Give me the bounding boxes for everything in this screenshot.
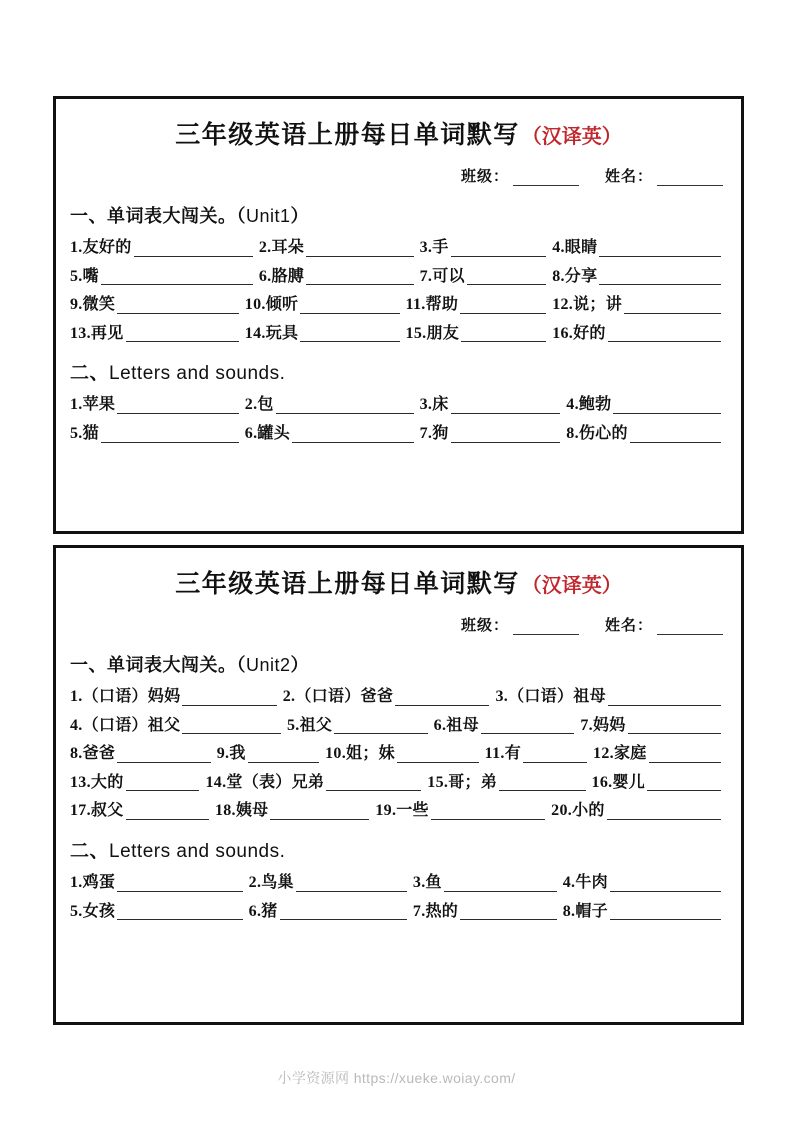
word-item[interactable]: [413, 903, 563, 921]
word-label: 8.: [566, 424, 579, 442]
word-item[interactable]: [259, 239, 420, 257]
section-one-heading-text: 一、单词表大闯关。（: [70, 655, 246, 675]
word-text: 哥；弟: [448, 773, 498, 791]
answer-blank[interactable]: [334, 718, 427, 734]
word-item[interactable]: [406, 296, 553, 314]
answer-blank[interactable]: [126, 804, 209, 820]
word-row: [70, 903, 727, 921]
word-item[interactable]: [580, 717, 727, 735]
worksheet-card-unit2: [53, 545, 744, 1025]
word-label: 12.: [552, 296, 574, 314]
page-title-annotation: （汉译英）: [521, 575, 622, 597]
word-label: 1.: [70, 688, 83, 705]
word-text: 可以: [432, 267, 465, 285]
word-label: 2.: [258, 239, 272, 256]
word-item[interactable]: [413, 874, 563, 892]
word-label: 16.: [552, 324, 574, 342]
word-text: 朋友: [426, 324, 460, 342]
word-label: 3.: [412, 873, 426, 891]
section-one-heading: [70, 651, 727, 677]
word-item[interactable]: [434, 717, 581, 735]
word-text: 堂（表）兄弟: [226, 773, 325, 791]
word-label: 5.: [70, 267, 83, 285]
answer-blank[interactable]: [326, 775, 421, 791]
word-label: 13.: [70, 773, 91, 791]
word-label: 12.: [593, 745, 614, 763]
section-one-heading-close: ）: [290, 206, 310, 226]
word-label: 5.: [70, 902, 83, 920]
word-label: 10.: [244, 296, 266, 314]
word-item[interactable]: [245, 396, 420, 414]
answer-blank[interactable]: [467, 269, 546, 285]
word-text: 妈妈: [592, 716, 626, 734]
answer-blank[interactable]: [649, 747, 721, 763]
word-label: 2.: [282, 688, 296, 705]
answer-blank[interactable]: [117, 747, 211, 763]
section-two-heading: [70, 358, 727, 385]
word-text: 牛肉: [575, 873, 608, 891]
word-label: 11.: [484, 745, 505, 763]
word-label: 15.: [427, 773, 449, 791]
word-item[interactable]: [552, 296, 727, 314]
word-label: 2.: [248, 873, 262, 891]
worksheet-card-unit1: [53, 96, 744, 534]
word-text: 眼睛: [564, 239, 598, 256]
answer-blank[interactable]: [270, 804, 369, 820]
section-one-heading: [70, 202, 727, 228]
word-text: 床: [432, 396, 449, 414]
word-row: [70, 717, 727, 735]
word-text: 罐头: [257, 424, 291, 442]
word-text: 帮助: [425, 296, 459, 314]
answer-blank[interactable]: [306, 269, 414, 285]
class-field[interactable]: [461, 614, 579, 635]
word-text: 我: [229, 745, 246, 763]
word-text: 友好的: [82, 239, 132, 256]
word-row: [70, 296, 727, 314]
section-two-prefix: 二、: [70, 840, 110, 862]
word-text: 家庭: [613, 745, 647, 763]
word-item[interactable]: [552, 268, 727, 286]
section-two-heading: [70, 836, 727, 863]
word-row: [70, 396, 727, 414]
word-item[interactable]: [325, 745, 485, 763]
word-item[interactable]: [375, 802, 551, 820]
answer-blank[interactable]: [647, 775, 721, 791]
answer-blank[interactable]: [280, 904, 407, 920]
word-text: （口语）祖母: [508, 688, 606, 705]
word-row: [70, 802, 727, 820]
name-blank[interactable]: [657, 171, 723, 186]
answer-blank[interactable]: [126, 326, 239, 342]
class-blank[interactable]: [513, 171, 579, 186]
word-text: 姨母: [235, 802, 269, 820]
student-meta-row: [70, 614, 727, 635]
word-item[interactable]: [70, 268, 259, 286]
word-item[interactable]: [566, 425, 727, 443]
word-label: 8.: [70, 745, 83, 763]
word-label: 10.: [325, 745, 347, 763]
word-item[interactable]: [70, 296, 245, 314]
word-label: 5.: [287, 716, 300, 734]
word-item[interactable]: [592, 774, 727, 792]
word-text: 好的: [573, 324, 606, 342]
answer-blank[interactable]: [117, 876, 242, 892]
class-field[interactable]: [461, 165, 579, 186]
name-blank[interactable]: [657, 620, 723, 635]
word-label: 7.: [419, 424, 433, 442]
section-two-heading-text: Letters and sounds.: [109, 840, 286, 862]
answer-blank[interactable]: [460, 904, 557, 920]
answer-blank[interactable]: [451, 427, 561, 443]
word-row: [70, 425, 727, 443]
word-label: 7.: [412, 902, 426, 920]
word-label: 13.: [70, 324, 91, 342]
word-item[interactable]: [70, 774, 205, 792]
word-label: 7.: [419, 267, 433, 285]
answer-blank[interactable]: [460, 298, 546, 314]
word-item[interactable]: [70, 802, 215, 820]
word-item[interactable]: [70, 688, 283, 706]
word-row: [70, 688, 727, 706]
answer-blank[interactable]: [613, 398, 721, 414]
word-item[interactable]: [70, 874, 249, 892]
answer-blank[interactable]: [599, 269, 721, 285]
answer-blank[interactable]: [134, 241, 253, 257]
answer-blank[interactable]: [624, 298, 721, 314]
word-row: [70, 745, 727, 763]
answer-blank[interactable]: [117, 904, 242, 920]
word-label: 20.: [551, 802, 573, 820]
name-field[interactable]: [605, 165, 723, 186]
answer-blank[interactable]: [182, 718, 281, 734]
section-two-heading-text: Letters and sounds.: [109, 363, 286, 385]
word-item[interactable]: [420, 239, 553, 257]
section-two-prefix: 二、: [70, 363, 110, 385]
word-text: 姐；妹: [346, 745, 395, 763]
word-text: 说；讲: [573, 296, 623, 314]
answer-blank[interactable]: [610, 904, 721, 920]
word-text: 嘴: [82, 267, 99, 285]
name-label: 姓名：: [604, 618, 653, 634]
word-item[interactable]: [245, 296, 406, 314]
word-label: 4.: [552, 239, 565, 256]
word-text: 鱼: [425, 873, 442, 891]
word-text: 鸟巢: [261, 873, 294, 891]
word-text: 耳朵: [271, 239, 305, 256]
word-row: [70, 239, 727, 257]
word-item[interactable]: [70, 425, 245, 443]
answer-blank[interactable]: [117, 398, 239, 414]
page-title: 三年级英语上册每日单词默写: [175, 571, 520, 598]
word-text: 微笑: [82, 296, 116, 314]
word-text: 苹果: [82, 396, 116, 414]
answer-blank[interactable]: [101, 269, 253, 285]
word-item[interactable]: [563, 874, 727, 892]
word-text: 有: [504, 745, 522, 763]
word-item[interactable]: [420, 425, 567, 443]
answer-blank[interactable]: [451, 398, 561, 414]
word-label: 18.: [214, 802, 236, 820]
word-item[interactable]: [245, 325, 406, 343]
word-item[interactable]: [495, 688, 727, 706]
word-item[interactable]: [552, 325, 727, 343]
word-text: 大的: [90, 773, 124, 791]
word-label: 9.: [70, 296, 83, 314]
word-label: 3.: [495, 688, 509, 705]
word-label: 2.: [244, 396, 258, 414]
word-text: 热的: [425, 902, 459, 920]
word-label: 15.: [405, 324, 427, 342]
page-title-annotation: （汉译英）: [521, 126, 622, 148]
word-label: 4.: [562, 873, 576, 891]
word-item[interactable]: [427, 774, 591, 792]
word-label: 3.: [419, 396, 433, 414]
word-item[interactable]: [485, 745, 593, 763]
word-item[interactable]: [283, 688, 496, 706]
word-text: 手: [432, 239, 449, 256]
answer-blank[interactable]: [300, 298, 399, 314]
word-item[interactable]: [259, 268, 420, 286]
word-item[interactable]: [70, 325, 245, 343]
answer-blank[interactable]: [608, 690, 721, 706]
word-text: 婴儿: [612, 773, 646, 791]
word-item[interactable]: [70, 903, 249, 921]
word-text: （口语）爸爸: [295, 688, 394, 705]
word-text: 祖母: [446, 716, 479, 734]
answer-blank[interactable]: [461, 326, 546, 342]
word-label: 8.: [552, 267, 565, 285]
answer-blank[interactable]: [610, 876, 721, 892]
answer-blank[interactable]: [444, 876, 557, 892]
answer-blank[interactable]: [306, 241, 414, 257]
word-text: 鲍勃: [578, 396, 612, 414]
answer-blank[interactable]: [395, 690, 489, 706]
footer-watermark: 小学资源网 https://xueke.woiay.com/: [277, 1070, 516, 1086]
answer-blank[interactable]: [248, 747, 319, 763]
section-one-unit: Unit2: [246, 655, 291, 675]
word-label: 8.: [562, 902, 576, 920]
name-field[interactable]: [605, 614, 723, 635]
word-text: （口语）祖父: [82, 716, 181, 734]
word-text: 猪: [261, 902, 278, 920]
word-label: 1.: [70, 396, 83, 414]
answer-blank[interactable]: [126, 775, 200, 791]
card-title-row: [70, 558, 727, 600]
word-text: 分享: [564, 267, 598, 285]
word-item[interactable]: [566, 396, 727, 414]
word-label: 1.: [70, 239, 83, 256]
answer-blank[interactable]: [630, 427, 721, 443]
answer-blank[interactable]: [607, 804, 721, 820]
word-text: 玩具: [265, 324, 299, 342]
section-one-unit: Unit1: [246, 206, 291, 226]
word-row: [70, 325, 727, 343]
answer-blank[interactable]: [296, 876, 407, 892]
word-label: 6.: [433, 716, 447, 734]
word-label: 4.: [70, 716, 83, 734]
word-label: 11.: [405, 296, 426, 314]
answer-blank[interactable]: [397, 747, 479, 763]
word-item[interactable]: [215, 802, 375, 820]
answer-blank[interactable]: [481, 718, 574, 734]
class-label: 班级：: [460, 169, 509, 185]
answer-blank[interactable]: [431, 804, 545, 820]
word-text: 帽子: [575, 902, 608, 920]
word-text: 小的: [572, 802, 605, 820]
card-title-row: [70, 109, 727, 151]
word-label: 5.: [70, 424, 83, 442]
word-label: 17.: [70, 802, 91, 820]
class-label: 班级：: [460, 618, 509, 634]
answer-blank[interactable]: [499, 775, 585, 791]
word-item[interactable]: [593, 745, 727, 763]
word-item[interactable]: [245, 425, 420, 443]
word-text: 祖父: [299, 716, 333, 734]
word-label: 6.: [248, 902, 262, 920]
word-item[interactable]: [70, 239, 259, 257]
answer-blank[interactable]: [101, 427, 239, 443]
answer-blank[interactable]: [628, 718, 721, 734]
word-label: 4.: [566, 396, 579, 414]
word-label: 9.: [216, 745, 230, 763]
word-text: 伤心的: [578, 424, 628, 442]
word-text: 包: [257, 396, 274, 414]
answer-blank[interactable]: [451, 241, 547, 257]
word-text: 胳膊: [271, 267, 305, 285]
word-text: 猫: [82, 424, 99, 442]
word-label: 6.: [244, 424, 258, 442]
answer-blank[interactable]: [276, 398, 414, 414]
word-item[interactable]: [249, 903, 413, 921]
word-item[interactable]: [70, 717, 287, 735]
answer-blank[interactable]: [292, 427, 414, 443]
word-item[interactable]: [70, 745, 217, 763]
section-one-heading-close: ）: [290, 655, 310, 675]
word-text: 狗: [432, 424, 449, 442]
word-label: 19.: [375, 802, 397, 820]
page-title: 三年级英语上册每日单词默写: [175, 122, 520, 149]
word-text: 倾听: [265, 296, 299, 314]
word-text: 鸡蛋: [82, 873, 116, 891]
word-text: 叔父: [90, 802, 124, 820]
word-item[interactable]: [287, 717, 434, 735]
word-item[interactable]: [563, 903, 727, 921]
word-row: [70, 268, 727, 286]
class-blank[interactable]: [513, 620, 579, 635]
word-label: 6.: [258, 267, 272, 285]
word-item[interactable]: [551, 802, 727, 820]
word-label: 3.: [419, 239, 433, 256]
student-meta-row: [70, 165, 727, 186]
word-text: 女孩: [82, 902, 116, 920]
word-label: 14.: [205, 773, 227, 791]
answer-blank[interactable]: [599, 241, 721, 257]
word-label: 14.: [244, 324, 266, 342]
answer-blank[interactable]: [300, 326, 399, 342]
word-text: 一些: [396, 802, 429, 820]
word-text: 爸爸: [82, 745, 116, 763]
word-row: [70, 774, 727, 792]
answer-blank[interactable]: [117, 298, 239, 314]
word-item[interactable]: [406, 325, 553, 343]
answer-blank[interactable]: [182, 690, 276, 706]
word-text: 再见: [90, 324, 124, 342]
word-item[interactable]: [205, 774, 427, 792]
answer-blank[interactable]: [608, 326, 721, 342]
name-label: 姓名：: [604, 169, 653, 185]
word-row: [70, 874, 727, 892]
word-item[interactable]: [420, 396, 567, 414]
word-item[interactable]: [217, 745, 325, 763]
answer-blank[interactable]: [523, 747, 587, 763]
word-text: （口语）妈妈: [82, 688, 181, 705]
word-label: 16.: [591, 773, 613, 791]
word-item[interactable]: [70, 396, 245, 414]
word-item[interactable]: [420, 268, 553, 286]
word-item[interactable]: [249, 874, 413, 892]
word-label: 1.: [70, 873, 83, 891]
word-item[interactable]: [552, 239, 727, 257]
word-label: 7.: [580, 716, 593, 734]
section-one-heading-text: 一、单词表大闯关。（: [70, 206, 246, 226]
